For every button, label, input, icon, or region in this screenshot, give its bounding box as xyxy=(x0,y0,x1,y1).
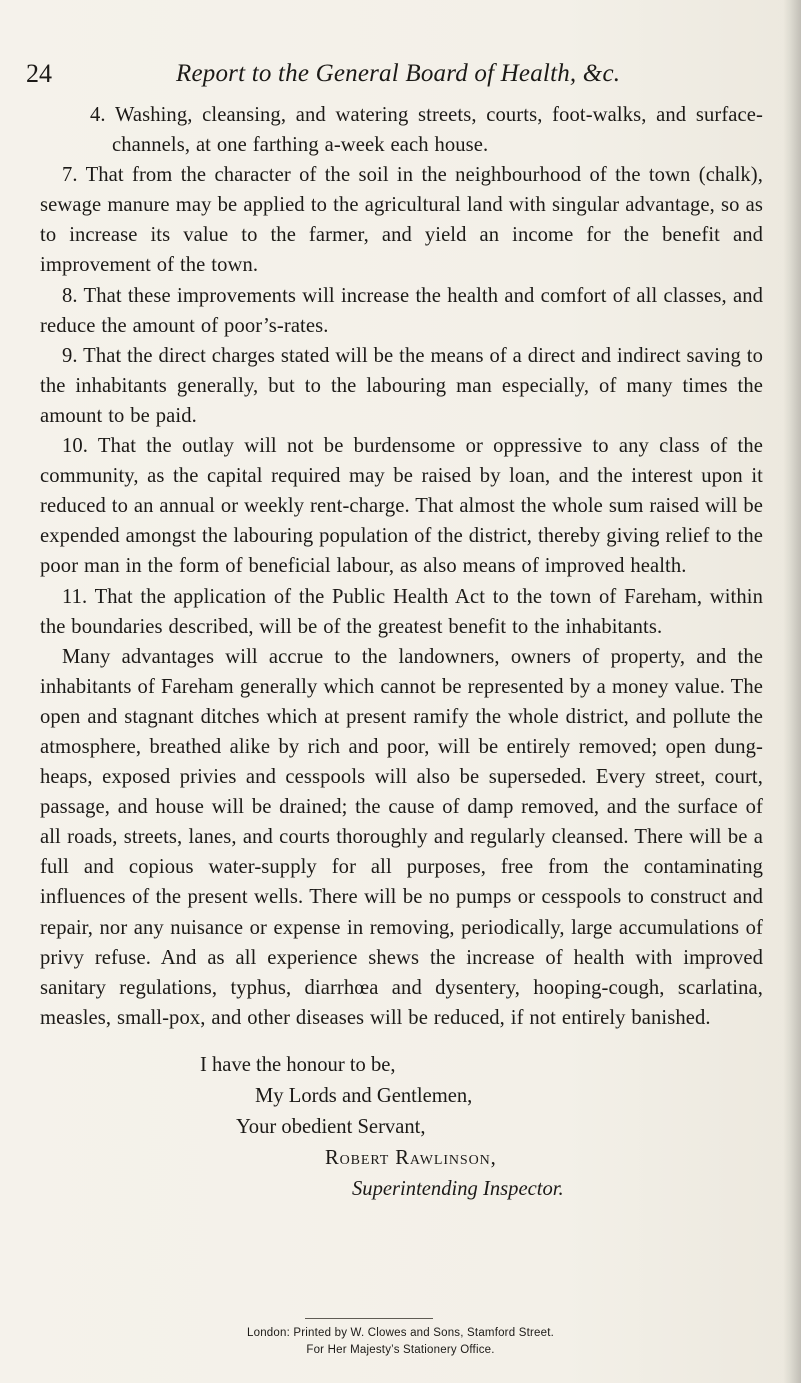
paragraph-item-10: 10. That the outlay will not be burdensome or oppressive to any class of the community, as the capital required may be raised by loan, and the interest upon it reduced to an annual or weekly rent-charge. That almost the whole sum raised will be expended amongst the labouring population of the district, thereby giving relief to the poor man in the form of beneficial labour, as also means of improved health. xyxy=(40,435,763,578)
main-text xyxy=(40,100,763,1033)
signatory-title: Superintending Inspector. xyxy=(352,1178,564,1200)
running-head xyxy=(26,54,756,94)
closing-line-3: Your obedient Servant, xyxy=(236,1116,426,1138)
paragraph-item-9: 9. That the direct charges stated will be the means of a direct and indirect saving to the inhabitants generally, but to the labouring man especially, of many times the amount to be paid. xyxy=(40,344,763,427)
paragraph-advantages: Many advantages will accrue to the landowners, owners of property, and the inhabitants of Fareham generally which cannot be represented by a money value. The open and stagnant ditches which at present ramify the whole district, and pollute the atmosphere, breathed alike by rich and poor, will be entirely removed; open dung-heaps, exposed privies and cesspools will also be superseded. Every street, court, passage, and house will be drained; the cause of damp removed, and the surface of all roads, streets, lanes, and courts thoroughly and regularly cleansed. There will be a full and copious water-supply for all purposes, free from the contaminating influences of the present wells. There will be no pumps or cesspools to construct and repair, nor any nuisance or expense in removing, periodically, large accumulations of privy refuse. And as all experience shews the increase of health with improved sanitary regulations, typhus, diarrhœa and dysentery, hooping-cough, scarlatina, measles, small-pox, and other diseases will be reduced, if not entirely banished. xyxy=(40,645,763,1029)
signatory-name: Robert Rawlinson, xyxy=(325,1147,497,1169)
closing-line-1: I have the honour to be, xyxy=(200,1054,396,1076)
paragraph-item-11: 11. That the application of the Public Health Act to the town of Fareham, within the boundaries described, will be of the greatest benefit to the inhabitants. xyxy=(40,585,763,638)
imprint-divider xyxy=(305,1318,433,1319)
paragraph-item-4: 4. Washing, cleansing, and watering streets, courts, foot-walks, and surface-channels, at one farthing a-week each house. xyxy=(90,104,763,157)
printer-imprint-line-2: For Her Majesty’s Stationery Office. xyxy=(306,1344,495,1356)
paragraph-item-8: 8. That these improvements will increase the health and comfort of all classes, and reduce the amount of poor’s-rates. xyxy=(40,284,763,337)
paragraph-item-7: 7. That from the character of the soil in the neighbourhood of the town (chalk), sewage manure may be applied to the agricultural land with singular advantage, so as to increase its value to the farmer, and yield an income for the benefit and improvement of the town. xyxy=(40,164,763,277)
page-number: 24 xyxy=(26,59,52,88)
closing-line-2: My Lords and Gentlemen, xyxy=(255,1085,473,1107)
printer-imprint-line-1: London: Printed by W. Clowes and Sons, Stamford Street. xyxy=(247,1327,554,1339)
page-edge-shadow xyxy=(783,0,801,1383)
running-title: Report to the General Board of Health, &c. xyxy=(176,60,621,87)
